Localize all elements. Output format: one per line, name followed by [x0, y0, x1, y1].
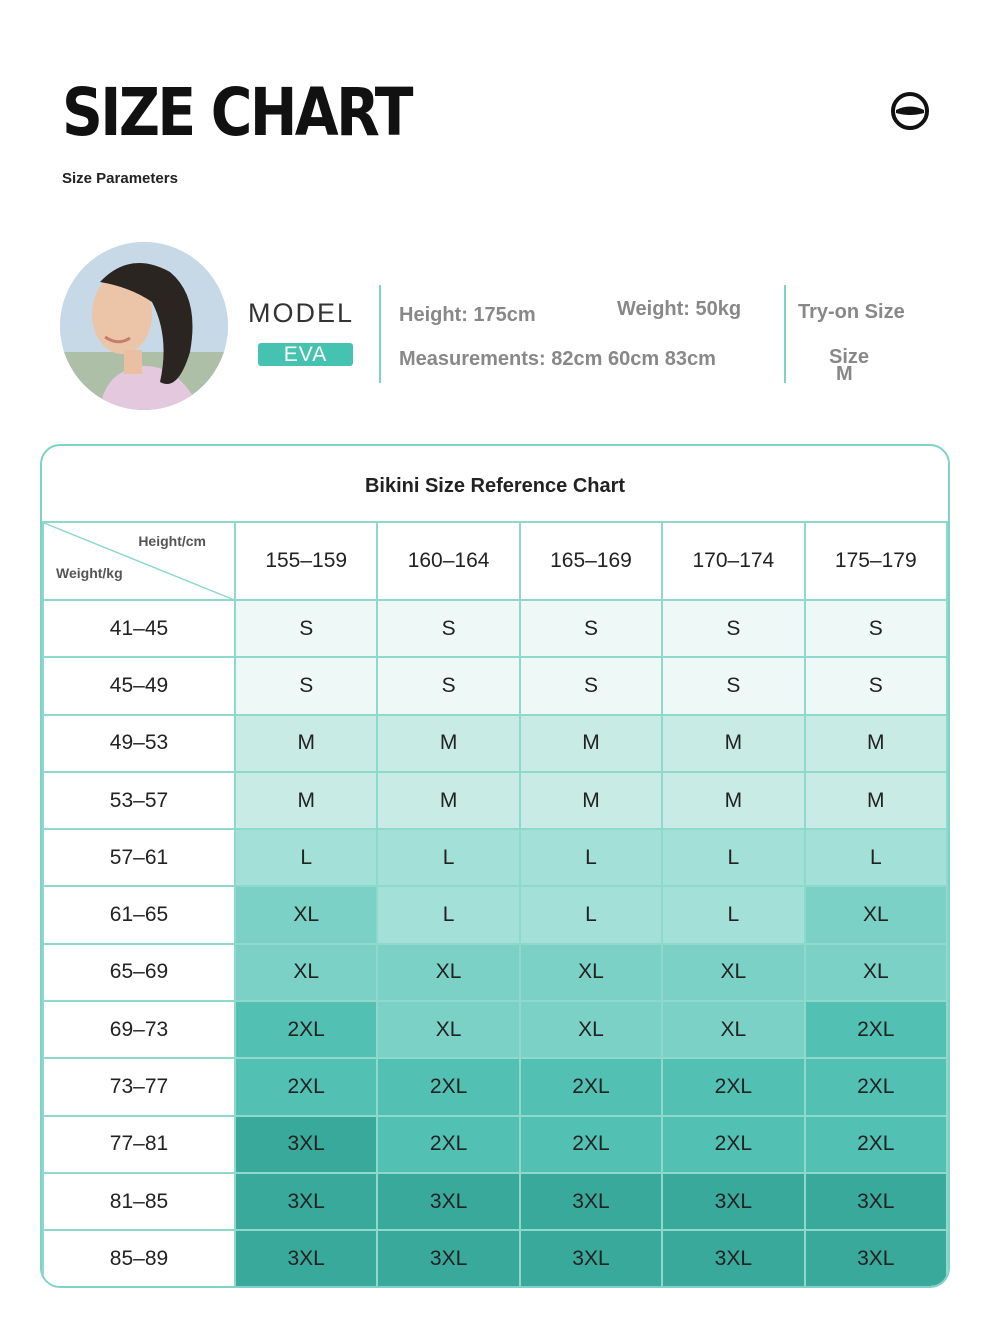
- size-cell: 2XL: [662, 1116, 804, 1173]
- size-cell: XL: [662, 944, 804, 1001]
- tryon-size-value: M: [836, 363, 853, 385]
- size-cell: 2XL: [235, 1001, 377, 1058]
- weight-row-header: 69–73: [43, 1001, 235, 1058]
- brand-logo-icon: [890, 91, 930, 131]
- table-row: [43, 886, 947, 943]
- size-cell: 3XL: [662, 1230, 804, 1287]
- size-cell: XL: [235, 944, 377, 1001]
- table-row: [43, 600, 947, 657]
- table-row: [43, 657, 947, 714]
- table-row: [43, 1173, 947, 1230]
- table-row: [43, 944, 947, 1001]
- size-cell: M: [662, 715, 804, 772]
- size-cell: 2XL: [805, 1116, 947, 1173]
- size-cell: S: [520, 657, 662, 714]
- weight-row-header: 85–89: [43, 1230, 235, 1287]
- height-column-header: 160–164: [377, 522, 519, 600]
- size-cell: 3XL: [377, 1230, 519, 1287]
- size-cell: 3XL: [520, 1173, 662, 1230]
- model-measurements: Measurements: 82cm 60cm 83cm: [399, 348, 716, 370]
- height-column-header: 155–159: [235, 522, 377, 600]
- size-cell: L: [520, 886, 662, 943]
- size-cell: M: [805, 715, 947, 772]
- size-cell: 2XL: [235, 1058, 377, 1115]
- size-cell: 2XL: [520, 1058, 662, 1115]
- size-cell: 2XL: [520, 1116, 662, 1173]
- weight-row-header: 65–69: [43, 944, 235, 1001]
- size-cell: M: [662, 772, 804, 829]
- weight-row-header: 61–65: [43, 886, 235, 943]
- size-cell: S: [377, 657, 519, 714]
- size-cell: L: [662, 886, 804, 943]
- size-cell: M: [235, 715, 377, 772]
- size-cell: 2XL: [805, 1058, 947, 1115]
- size-cell: XL: [520, 944, 662, 1001]
- table-row: [43, 1001, 947, 1058]
- size-cell: M: [235, 772, 377, 829]
- weight-row-header: 81–85: [43, 1173, 235, 1230]
- page-title: SIZE CHART: [62, 74, 411, 151]
- size-cell: L: [377, 829, 519, 886]
- size-cell: 3XL: [235, 1230, 377, 1287]
- size-cell: L: [520, 829, 662, 886]
- table-row: [43, 1116, 947, 1173]
- size-chart: [40, 444, 950, 1288]
- tryon-size-label: Try-on Size: [798, 301, 905, 323]
- size-cell: 3XL: [377, 1173, 519, 1230]
- height-axis-label: Height/cm: [138, 533, 206, 549]
- size-cell: M: [520, 772, 662, 829]
- size-cell: M: [377, 772, 519, 829]
- model-height: Height: 175cm: [399, 304, 536, 326]
- weight-row-header: 57–61: [43, 829, 235, 886]
- size-cell: M: [520, 715, 662, 772]
- weight-row-header: 49–53: [43, 715, 235, 772]
- tryon-size-caption: Size: [829, 346, 870, 368]
- size-cell: M: [377, 715, 519, 772]
- size-table: [42, 521, 948, 1288]
- model-photo-image: [60, 242, 228, 410]
- weight-axis-label: Weight/kg: [56, 565, 123, 581]
- size-cell: 2XL: [662, 1058, 804, 1115]
- size-cell: XL: [235, 886, 377, 943]
- height-column-header: 170–174: [662, 522, 804, 600]
- divider: [379, 285, 381, 383]
- page-subtitle: Size Parameters: [62, 170, 178, 187]
- height-column-header: 165–169: [520, 522, 662, 600]
- size-cell: S: [662, 657, 804, 714]
- size-cell: XL: [377, 1001, 519, 1058]
- table-row: [43, 1230, 947, 1287]
- size-cell: 3XL: [805, 1230, 947, 1287]
- size-cell: 2XL: [805, 1001, 947, 1058]
- model-name-badge: EVA: [258, 343, 353, 366]
- size-cell: XL: [805, 944, 947, 1001]
- size-cell: S: [662, 600, 804, 657]
- size-cell: S: [377, 600, 519, 657]
- size-cell: 3XL: [805, 1173, 947, 1230]
- size-cell: M: [805, 772, 947, 829]
- size-cell: S: [805, 600, 947, 657]
- size-cell: 3XL: [235, 1116, 377, 1173]
- weight-row-header: 77–81: [43, 1116, 235, 1173]
- size-cell: S: [520, 600, 662, 657]
- size-cell: L: [235, 829, 377, 886]
- model-avatar: [60, 242, 228, 410]
- size-cell: XL: [377, 944, 519, 1001]
- size-cell: L: [805, 829, 947, 886]
- model-label: MODEL: [248, 298, 355, 328]
- size-cell: 3XL: [235, 1173, 377, 1230]
- table-row: [43, 829, 947, 886]
- size-cell: XL: [805, 886, 947, 943]
- size-cell: 3XL: [662, 1173, 804, 1230]
- size-cell: S: [805, 657, 947, 714]
- size-cell: XL: [520, 1001, 662, 1058]
- size-cell: S: [235, 600, 377, 657]
- weight-row-header: 45–49: [43, 657, 235, 714]
- size-cell: XL: [662, 1001, 804, 1058]
- weight-row-header: 53–57: [43, 772, 235, 829]
- weight-row-header: 41–45: [43, 600, 235, 657]
- table-row: [43, 1058, 947, 1115]
- table-row: [43, 715, 947, 772]
- table-corner-header: [43, 522, 235, 600]
- size-cell: S: [235, 657, 377, 714]
- model-weight: Weight: 50kg: [617, 298, 742, 320]
- size-cell: 2XL: [377, 1058, 519, 1115]
- divider: [784, 285, 786, 383]
- size-cell: L: [662, 829, 804, 886]
- chart-title: Bikini Size Reference Chart: [364, 475, 626, 497]
- height-column-header: 175–179: [805, 522, 947, 600]
- size-cell: 3XL: [520, 1230, 662, 1287]
- weight-row-header: 73–77: [43, 1058, 235, 1115]
- size-cell: 2XL: [377, 1116, 519, 1173]
- table-row: [43, 772, 947, 829]
- size-cell: L: [377, 886, 519, 943]
